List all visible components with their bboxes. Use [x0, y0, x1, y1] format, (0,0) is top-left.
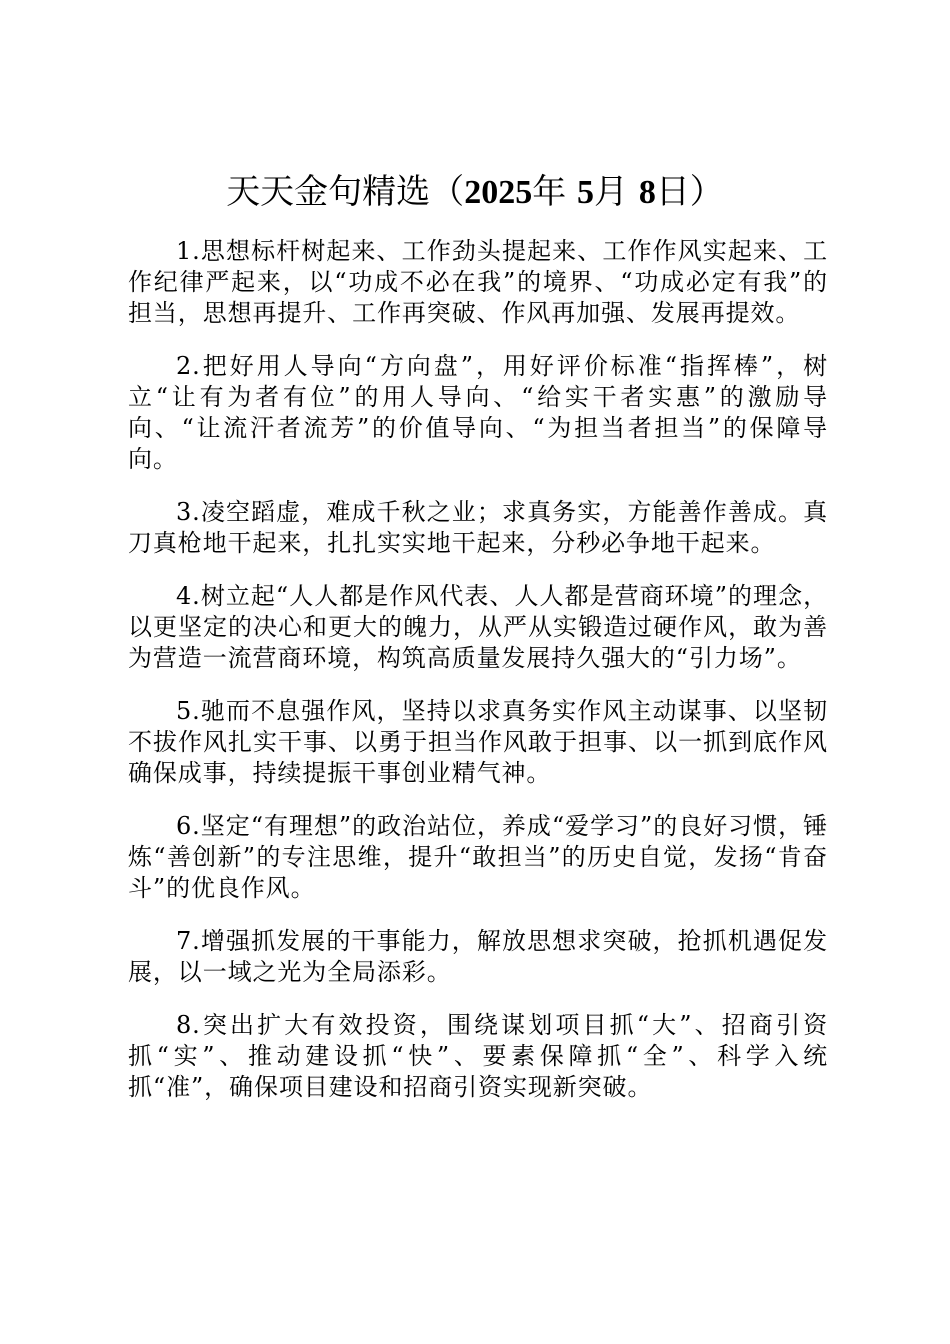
- title-month: 5: [577, 174, 594, 211]
- title-suffix: 日）: [655, 172, 724, 212]
- title-year-unit: 年: [532, 172, 567, 212]
- title-day: 8: [638, 174, 656, 211]
- document-body: [128, 236, 828, 1125]
- paragraph-4: 4.树立起“人人都是作风代表、人人都是营商环境”的理念，以更坚定的决心和更大的魄力，从严从实锻造过硬作风，敢为善为营造一流营商环境，构筑高质量发展持久强大的“引力场”。: [128, 582, 828, 672]
- paragraph-2: 2.把好用人导向“方向盘”，用好评价标准“指挥棒”，树立“让有为者有位”的用人导向、“给实干者实惠”的激励导向、“让流汗者流芳”的价值导向、“为担当者担当”的保障导向。: [128, 352, 828, 473]
- paragraph-6: 6.坚定“有理想”的政治站位，养成“爱学习”的良好习惯，锤炼“善创新”的专注思维，提升“敢担当”的历史自觉，发扬“肯奋斗”的优良作风。: [128, 812, 828, 902]
- paragraph-7: 7.增强抓发展的干事能力，解放思想求突破，抢抓机遇促发展，以一域之光为全局添彩。: [128, 927, 828, 986]
- title-month-unit: 月: [594, 172, 628, 212]
- paragraph-8: 8.突出扩大有效投资，围绕谋划项目抓“大”、招商引资抓“实”、推动建设抓“快”、要素保障抓“全”、科学入统抓“准”，确保项目建设和招商引资实现新突破。: [128, 1011, 828, 1101]
- paragraph-1: 1.思想标杆树起来、工作劲头提起来、工作作风实起来、工作纪律严起来，以“功成不必在我”的境界、“功成必定有我”的担当，思想再提升、工作再突破、作风再加强、发展再提效。: [128, 237, 828, 327]
- paragraph-5: 5.驰而不息强作风，坚持以求真务实作风主动谋事、以坚韧不拔作风扎实干事、以勇于担当作风敢于担事、以一抓到底作风确保成事，持续提振干事创业精气神。: [128, 697, 828, 787]
- title-year: 2025: [464, 174, 533, 211]
- title-prefix: 天天金句精选（: [226, 172, 465, 212]
- document-title: [0, 168, 950, 217]
- paragraph-3: 3.凌空蹈虚，难成千秋之业；求真务实，方能善作善成。真刀真枪地干起来，扎扎实实地干起来，分秒必争地干起来。: [128, 498, 828, 557]
